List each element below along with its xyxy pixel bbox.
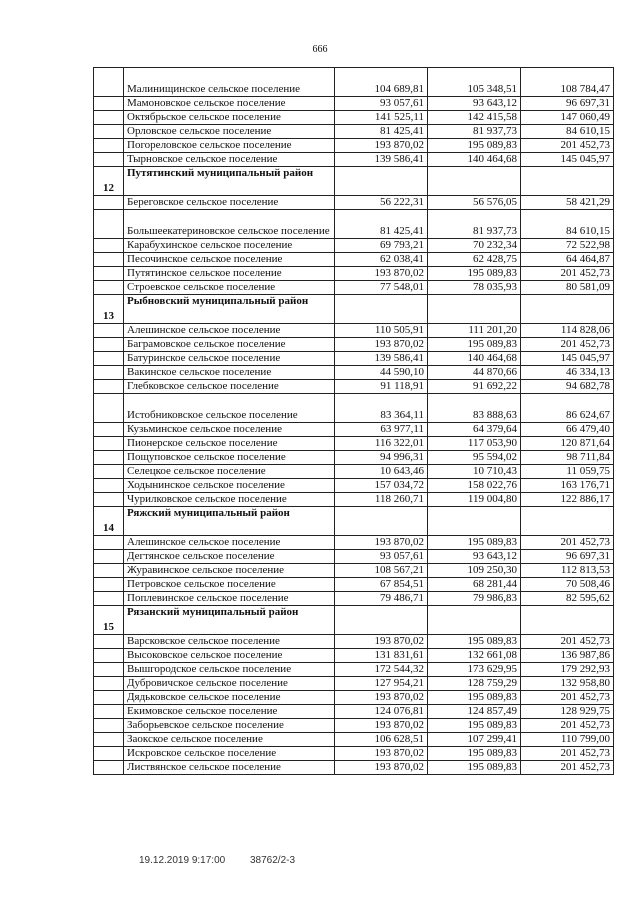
settlement-row [94, 352, 614, 366]
settlement-row [94, 338, 614, 352]
empty-cell [521, 295, 614, 324]
settlement-name: Алешинское сельское поселение [124, 536, 335, 550]
amount-1: 62 038,41 [335, 253, 428, 267]
amount-1: 193 870,02 [335, 719, 428, 733]
settlement-row [94, 705, 614, 719]
budget-table [93, 67, 614, 775]
amount-2: 195 089,83 [428, 761, 521, 775]
amount-1: 94 996,31 [335, 451, 428, 465]
row-number-cell [94, 111, 124, 125]
amount-2: 111 201,20 [428, 324, 521, 338]
amount-3: 201 452,73 [521, 761, 614, 775]
amount-2: 10 710,43 [428, 465, 521, 479]
amount-2: 81 937,73 [428, 125, 521, 139]
settlement-name: Орловское сельское поселение [124, 125, 335, 139]
settlement-row [94, 747, 614, 761]
amount-2: 142 415,58 [428, 111, 521, 125]
amount-2: 140 464,68 [428, 153, 521, 167]
district-name: Рязанский муниципальный район [124, 606, 335, 635]
amount-3: 163 176,71 [521, 479, 614, 493]
amount-1: 172 544,32 [335, 663, 428, 677]
settlement-name: Кузьминское сельское поселение [124, 423, 335, 437]
settlement-row [94, 380, 614, 394]
amount-3: 112 813,53 [521, 564, 614, 578]
amount-3: 201 452,73 [521, 747, 614, 761]
row-number-cell [94, 394, 124, 423]
district-number: 15 [94, 606, 124, 635]
amount-2: 68 281,44 [428, 578, 521, 592]
amount-2: 109 250,30 [428, 564, 521, 578]
amount-1: 193 870,02 [335, 747, 428, 761]
settlement-row [94, 550, 614, 564]
amount-2: 195 089,83 [428, 719, 521, 733]
amount-1: 139 586,41 [335, 352, 428, 366]
settlement-name: Строевское сельское поселение [124, 281, 335, 295]
settlement-name: Высоковское сельское поселение [124, 649, 335, 663]
amount-3: 94 682,78 [521, 380, 614, 394]
settlement-row [94, 210, 614, 239]
row-number-cell [94, 239, 124, 253]
settlement-name: Тырновское сельское поселение [124, 153, 335, 167]
amount-1: 91 118,91 [335, 380, 428, 394]
amount-2: 158 022,76 [428, 479, 521, 493]
amount-2: 124 857,49 [428, 705, 521, 719]
empty-cell [521, 507, 614, 536]
amount-3: 147 060,49 [521, 111, 614, 125]
row-number-cell [94, 479, 124, 493]
amount-3: 84 610,15 [521, 210, 614, 239]
row-number-cell [94, 352, 124, 366]
settlement-row [94, 139, 614, 153]
row-number-cell [94, 663, 124, 677]
empty-cell [428, 606, 521, 635]
amount-1: 116 322,01 [335, 437, 428, 451]
amount-3: 201 452,73 [521, 338, 614, 352]
amount-2: 195 089,83 [428, 139, 521, 153]
amount-1: 79 486,71 [335, 592, 428, 606]
row-number-cell [94, 733, 124, 747]
amount-1: 141 525,11 [335, 111, 428, 125]
amount-3: 201 452,73 [521, 267, 614, 281]
empty-cell [335, 606, 428, 635]
settlement-name: Заборьевское сельское поселение [124, 719, 335, 733]
row-number-cell [94, 366, 124, 380]
empty-cell [428, 167, 521, 196]
row-number-cell [94, 125, 124, 139]
settlement-name: Дегтянское сельское поселение [124, 550, 335, 564]
amount-3: 11 059,75 [521, 465, 614, 479]
settlement-name: Заокское сельское поселение [124, 733, 335, 747]
settlement-name: Екимовское сельское поселение [124, 705, 335, 719]
amount-3: 120 871,64 [521, 437, 614, 451]
amount-2: 107 299,41 [428, 733, 521, 747]
settlement-row [94, 663, 614, 677]
settlement-row [94, 733, 614, 747]
footer-doc-code: 38762/2-3 [249, 855, 296, 866]
row-number-cell [94, 761, 124, 775]
amount-1: 63 977,11 [335, 423, 428, 437]
amount-3: 64 464,87 [521, 253, 614, 267]
amount-3: 201 452,73 [521, 635, 614, 649]
settlement-row [94, 536, 614, 550]
amount-2: 78 035,93 [428, 281, 521, 295]
district-number: 12 [94, 167, 124, 196]
settlement-row [94, 761, 614, 775]
settlement-name: Большеекатериновское сельское поселение [124, 210, 335, 239]
settlement-row [94, 677, 614, 691]
settlement-name: Баграмовское сельское поселение [124, 338, 335, 352]
amount-3: 201 452,73 [521, 719, 614, 733]
row-number-cell [94, 437, 124, 451]
row-number-cell [94, 153, 124, 167]
footer [139, 855, 317, 866]
amount-3: 66 479,40 [521, 423, 614, 437]
row-number-cell [94, 380, 124, 394]
settlement-name: Чурилковское сельское поселение [124, 493, 335, 507]
amount-3: 98 711,84 [521, 451, 614, 465]
settlement-row [94, 423, 614, 437]
amount-2: 173 629,95 [428, 663, 521, 677]
amount-3: 201 452,73 [521, 139, 614, 153]
amount-1: 83 364,11 [335, 394, 428, 423]
district-number: 13 [94, 295, 124, 324]
settlement-name: Дядьковское сельское поселение [124, 691, 335, 705]
settlement-row [94, 267, 614, 281]
amount-1: 110 505,91 [335, 324, 428, 338]
settlement-name: Алешинское сельское поселение [124, 324, 335, 338]
empty-cell [335, 507, 428, 536]
settlement-row [94, 691, 614, 705]
amount-2: 81 937,73 [428, 210, 521, 239]
amount-3: 82 595,62 [521, 592, 614, 606]
row-number-cell [94, 592, 124, 606]
row-number-cell [94, 578, 124, 592]
amount-2: 95 594,02 [428, 451, 521, 465]
amount-2: 62 428,75 [428, 253, 521, 267]
empty-cell [335, 295, 428, 324]
amount-3: 128 929,75 [521, 705, 614, 719]
footer-datetime: 19.12.2019 9:17:00 [139, 855, 226, 866]
settlement-row [94, 719, 614, 733]
amount-2: 119 004,80 [428, 493, 521, 507]
amount-3: 145 045,97 [521, 352, 614, 366]
empty-cell [521, 167, 614, 196]
settlement-name: Вышгородское сельское поселение [124, 663, 335, 677]
amount-3: 110 799,00 [521, 733, 614, 747]
district-row [94, 167, 614, 196]
amount-2: 93 643,12 [428, 550, 521, 564]
row-number-cell [94, 550, 124, 564]
settlement-name: Листвянское сельское поселение [124, 761, 335, 775]
settlement-name: Погореловское сельское поселение [124, 139, 335, 153]
amount-1: 193 870,02 [335, 536, 428, 550]
amount-1: 106 628,51 [335, 733, 428, 747]
settlement-name: Петровское сельское поселение [124, 578, 335, 592]
settlement-name: Карабухинское сельское поселение [124, 239, 335, 253]
amount-3: 201 452,73 [521, 536, 614, 550]
row-number-cell [94, 465, 124, 479]
district-number: 14 [94, 507, 124, 536]
settlement-row [94, 196, 614, 210]
settlement-row [94, 649, 614, 663]
amount-3: 46 334,13 [521, 366, 614, 380]
empty-cell [521, 606, 614, 635]
settlement-row [94, 281, 614, 295]
amount-1: 44 590,10 [335, 366, 428, 380]
amount-2: 195 089,83 [428, 338, 521, 352]
amount-1: 10 643,46 [335, 465, 428, 479]
amount-2: 44 870,66 [428, 366, 521, 380]
row-number-cell [94, 267, 124, 281]
row-number-cell [94, 97, 124, 111]
row-number-cell [94, 451, 124, 465]
amount-1: 124 076,81 [335, 705, 428, 719]
row-number-cell [94, 210, 124, 239]
row-number-cell [94, 493, 124, 507]
settlement-name: Малинищинское сельское поселение [124, 68, 335, 97]
amount-1: 193 870,02 [335, 691, 428, 705]
settlement-row [94, 451, 614, 465]
district-row [94, 606, 614, 635]
settlement-row [94, 592, 614, 606]
amount-1: 67 854,51 [335, 578, 428, 592]
amount-2: 83 888,63 [428, 394, 521, 423]
amount-1: 193 870,02 [335, 761, 428, 775]
amount-2: 79 986,83 [428, 592, 521, 606]
row-number-cell [94, 68, 124, 97]
amount-2: 105 348,51 [428, 68, 521, 97]
amount-1: 69 793,21 [335, 239, 428, 253]
amount-1: 127 954,21 [335, 677, 428, 691]
row-number-cell [94, 196, 124, 210]
settlement-row [94, 97, 614, 111]
row-number-cell [94, 705, 124, 719]
settlement-name: Путятинское сельское поселение [124, 267, 335, 281]
settlement-row [94, 635, 614, 649]
settlement-row [94, 564, 614, 578]
amount-1: 93 057,61 [335, 550, 428, 564]
amount-1: 108 567,21 [335, 564, 428, 578]
row-number-cell [94, 649, 124, 663]
settlement-row [94, 578, 614, 592]
settlement-name: Дубровичское сельское поселение [124, 677, 335, 691]
settlement-row [94, 479, 614, 493]
settlement-name: Ходынинское сельское поселение [124, 479, 335, 493]
amount-3: 201 452,73 [521, 691, 614, 705]
district-name: Ряжский муниципальный район [124, 507, 335, 536]
amount-2: 195 089,83 [428, 691, 521, 705]
amount-3: 132 958,80 [521, 677, 614, 691]
page-number: 666 [312, 44, 328, 55]
amount-2: 195 089,83 [428, 635, 521, 649]
amount-1: 93 057,61 [335, 97, 428, 111]
row-number-cell [94, 691, 124, 705]
amount-1: 81 425,41 [335, 210, 428, 239]
empty-cell [428, 295, 521, 324]
amount-2: 56 576,05 [428, 196, 521, 210]
amount-1: 81 425,41 [335, 125, 428, 139]
amount-2: 128 759,29 [428, 677, 521, 691]
settlement-name: Пощуповское сельское поселение [124, 451, 335, 465]
settlement-name: Глебковское сельское поселение [124, 380, 335, 394]
amount-1: 193 870,02 [335, 338, 428, 352]
row-number-cell [94, 536, 124, 550]
settlement-row [94, 493, 614, 507]
settlement-row [94, 465, 614, 479]
amount-3: 80 581,09 [521, 281, 614, 295]
row-number-cell [94, 747, 124, 761]
settlement-name: Селецкое сельское поселение [124, 465, 335, 479]
settlement-row [94, 394, 614, 423]
amount-2: 70 232,34 [428, 239, 521, 253]
settlement-name: Батуринское сельское поселение [124, 352, 335, 366]
empty-cell [428, 507, 521, 536]
amount-3: 58 421,29 [521, 196, 614, 210]
amount-3: 84 610,15 [521, 125, 614, 139]
settlement-row [94, 125, 614, 139]
amount-1: 157 034,72 [335, 479, 428, 493]
amount-2: 117 053,90 [428, 437, 521, 451]
settlement-row [94, 153, 614, 167]
district-name: Рыбновский муниципальный район [124, 295, 335, 324]
settlement-row [94, 239, 614, 253]
amount-1: 118 260,71 [335, 493, 428, 507]
settlement-row [94, 68, 614, 97]
district-name: Путятинский муниципальный район [124, 167, 335, 196]
row-number-cell [94, 281, 124, 295]
amount-3: 122 886,17 [521, 493, 614, 507]
amount-1: 139 586,41 [335, 153, 428, 167]
amount-3: 145 045,97 [521, 153, 614, 167]
settlement-row [94, 324, 614, 338]
row-number-cell [94, 324, 124, 338]
settlement-name: Вакинское сельское поселение [124, 366, 335, 380]
row-number-cell [94, 635, 124, 649]
settlement-name: Пионерское сельское поселение [124, 437, 335, 451]
amount-3: 136 987,86 [521, 649, 614, 663]
settlement-row [94, 366, 614, 380]
settlement-name: Варсковское сельское поселение [124, 635, 335, 649]
amount-3: 96 697,31 [521, 97, 614, 111]
row-number-cell [94, 139, 124, 153]
amount-1: 193 870,02 [335, 267, 428, 281]
settlement-row [94, 437, 614, 451]
amount-3: 179 292,93 [521, 663, 614, 677]
settlement-name: Береговское сельское поселение [124, 196, 335, 210]
settlement-name: Мамоновское сельское поселение [124, 97, 335, 111]
settlement-row [94, 111, 614, 125]
district-row [94, 295, 614, 324]
amount-1: 131 831,61 [335, 649, 428, 663]
amount-2: 91 692,22 [428, 380, 521, 394]
settlement-name: Песочинское сельское поселение [124, 253, 335, 267]
settlement-name: Поплевинское сельское поселение [124, 592, 335, 606]
amount-1: 56 222,31 [335, 196, 428, 210]
amount-1: 193 870,02 [335, 635, 428, 649]
row-number-cell [94, 338, 124, 352]
amount-2: 93 643,12 [428, 97, 521, 111]
budget-table-body [94, 68, 614, 775]
district-row [94, 507, 614, 536]
empty-cell [335, 167, 428, 196]
settlement-name: Журавинское сельское поселение [124, 564, 335, 578]
row-number-cell [94, 719, 124, 733]
amount-1: 104 689,81 [335, 68, 428, 97]
amount-1: 193 870,02 [335, 139, 428, 153]
settlement-name: Октябрьское сельское поселение [124, 111, 335, 125]
amount-2: 132 661,08 [428, 649, 521, 663]
row-number-cell [94, 564, 124, 578]
amount-3: 70 508,46 [521, 578, 614, 592]
amount-3: 114 828,06 [521, 324, 614, 338]
amount-3: 108 784,47 [521, 68, 614, 97]
amount-3: 72 522,98 [521, 239, 614, 253]
row-number-cell [94, 423, 124, 437]
amount-3: 86 624,67 [521, 394, 614, 423]
settlement-name: Истобниковское сельское поселение [124, 394, 335, 423]
amount-2: 195 089,83 [428, 747, 521, 761]
amount-2: 64 379,64 [428, 423, 521, 437]
amount-2: 195 089,83 [428, 536, 521, 550]
amount-2: 140 464,68 [428, 352, 521, 366]
amount-3: 96 697,31 [521, 550, 614, 564]
row-number-cell [94, 253, 124, 267]
settlement-name: Искровское сельское поселение [124, 747, 335, 761]
row-number-cell [94, 677, 124, 691]
amount-1: 77 548,01 [335, 281, 428, 295]
amount-2: 195 089,83 [428, 267, 521, 281]
settlement-row [94, 253, 614, 267]
